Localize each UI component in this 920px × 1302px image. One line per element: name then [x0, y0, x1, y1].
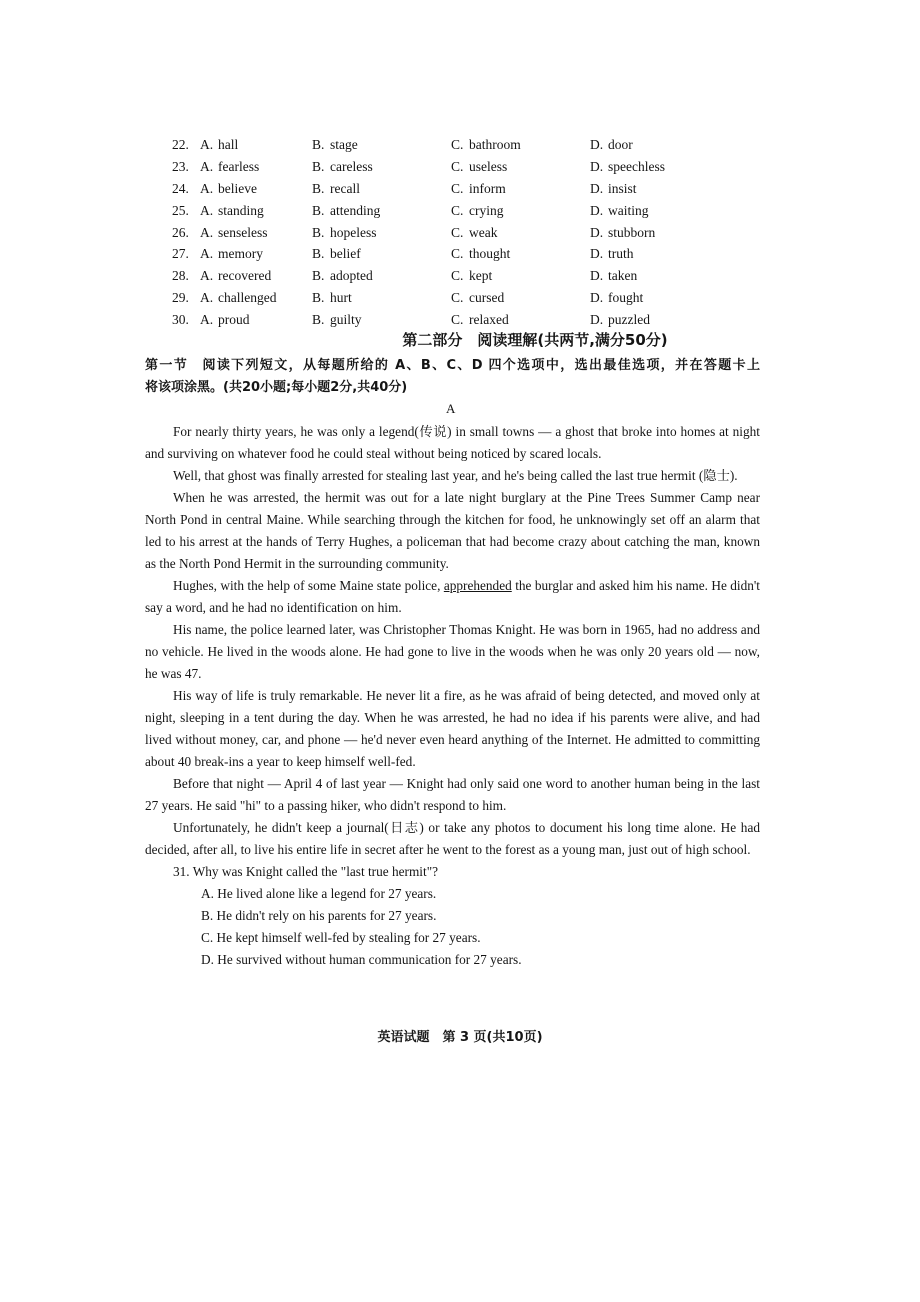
- paragraph-4-end: the burglar and asked him his name. He didn't say a word, and he had no identification on him.: [145, 578, 760, 615]
- option-letter: B.: [312, 136, 325, 152]
- option-d: [590, 178, 732, 200]
- option-word: senseless: [218, 224, 268, 240]
- option-word: recall: [330, 180, 360, 196]
- option-word: insist: [608, 180, 637, 196]
- option-word: speechless: [608, 158, 665, 174]
- underlined-word: apprehended: [443, 578, 512, 593]
- cloze-option-row: [172, 265, 732, 287]
- option-letter: A.: [200, 180, 214, 196]
- option-c: [451, 178, 590, 200]
- paragraph-4: [145, 575, 760, 619]
- section-instructions: [145, 355, 760, 399]
- option-word: hall: [218, 136, 239, 152]
- option-c: [451, 287, 590, 309]
- option-word: careless: [330, 158, 373, 174]
- option-c: [451, 243, 590, 265]
- option-d: [590, 134, 732, 156]
- option-word: weak: [469, 224, 498, 240]
- question-number: 22.: [172, 136, 189, 152]
- option-word: inform: [469, 180, 506, 196]
- option-letter: D.: [590, 268, 604, 284]
- option-letter: C.: [451, 290, 464, 306]
- option-word: bathroom: [469, 136, 521, 152]
- cloze-option-row: [172, 309, 732, 331]
- option-letter: B.: [312, 246, 325, 262]
- option-letter: D.: [590, 136, 604, 152]
- option-letter: B.: [312, 224, 325, 240]
- option-letter: A.: [200, 246, 214, 262]
- option-word: door: [608, 136, 633, 152]
- option-word: hopeless: [330, 224, 377, 240]
- option-letter: D.: [590, 246, 604, 262]
- option-letter: B.: [312, 158, 325, 174]
- reading-passage: [145, 421, 760, 971]
- option-word: attending: [330, 202, 381, 218]
- option-letter: B.: [312, 290, 325, 306]
- option-word: recovered: [218, 268, 272, 284]
- option-word: relaxed: [469, 312, 509, 328]
- option-letter: C.: [451, 180, 464, 196]
- option-word: proud: [218, 312, 250, 328]
- option-word: kept: [469, 268, 493, 284]
- option-b: [312, 134, 451, 156]
- option-word: belief: [330, 246, 361, 262]
- option-a: [172, 309, 312, 331]
- option-letter: C.: [451, 158, 464, 174]
- option-letter: A.: [200, 224, 214, 240]
- option-letter: C.: [451, 312, 464, 328]
- option-word: challenged: [218, 290, 277, 306]
- question-number: 28.: [172, 268, 189, 284]
- option-b: [312, 309, 451, 331]
- option-word: guilty: [330, 312, 362, 328]
- option-d: [590, 243, 732, 265]
- option-b: [312, 178, 451, 200]
- passage-label: A: [446, 401, 456, 416]
- option-letter: C.: [451, 246, 464, 262]
- option-word: useless: [469, 158, 508, 174]
- paragraph-4-start: Hughes, with the help of some Maine state police,: [173, 578, 444, 593]
- option-word: waiting: [608, 202, 649, 218]
- question-option-c: C. He kept himself well-fed by stealing for 27 years.: [201, 930, 481, 945]
- option-letter: B.: [312, 268, 325, 284]
- option-letter: A.: [200, 136, 214, 152]
- option-letter: D.: [590, 202, 604, 218]
- option-letter: B.: [312, 180, 325, 196]
- question-option-d: D. He survived without human communication for 27 years.: [201, 952, 522, 967]
- option-c: [451, 265, 590, 287]
- option-d: [590, 309, 732, 331]
- option-letter: A.: [200, 312, 214, 328]
- option-a: [172, 243, 312, 265]
- part-title-text: 第二部分 阅读理解(共两节,满分50分): [402, 331, 668, 349]
- option-b: [312, 200, 451, 222]
- paragraph-3: When he was arrested, the hermit was out for a late night burglary at the Pine Trees Summer Camp near North Pond in central Maine. While searching through the kitchen for food, he unknowingly set off an alarm that led to his arrest at the hands of Terry Hughes, a policeman that had become crazy about catching the man, known as the North Pond Hermit in the surrounding community.: [145, 490, 760, 571]
- option-word: truth: [608, 246, 634, 262]
- paragraph-8: Unfortunately, he didn't keep a journal(日志) or take any photos to document his long time alone. He had decided, after all, to live his entire life in secret after he went to the forest as a young man, just out of high school.: [145, 820, 760, 857]
- option-letter: A.: [200, 290, 214, 306]
- cloze-option-row: [172, 134, 732, 156]
- option-c: [451, 134, 590, 156]
- option-word: fearless: [218, 158, 260, 174]
- option-letter: C.: [451, 202, 464, 218]
- question-number: 24.: [172, 180, 189, 196]
- option-c: [451, 222, 590, 244]
- paragraph-1: For nearly thirty years, he was only a legend(传说) in small towns — a ghost that broke into homes at night and surviving on whatever food he could steal without being noticed by scared locals.: [145, 424, 760, 461]
- question-number: 25.: [172, 202, 189, 218]
- option-letter: A.: [200, 202, 214, 218]
- cloze-option-row: [172, 287, 732, 309]
- part-title: [0, 329, 920, 350]
- option-letter: D.: [590, 180, 604, 196]
- option-d: [590, 200, 732, 222]
- question-number: 30.: [172, 312, 189, 328]
- question-stem: 31. Why was Knight called the "last true hermit"?: [173, 864, 439, 879]
- option-a: [172, 134, 312, 156]
- option-word: believe: [218, 180, 257, 196]
- option-word: cursed: [469, 290, 505, 306]
- option-word: taken: [608, 268, 638, 284]
- cloze-option-row: [172, 178, 732, 200]
- option-letter: C.: [451, 268, 464, 284]
- option-word: fought: [608, 290, 644, 306]
- option-word: stage: [330, 136, 358, 152]
- cloze-option-row: [172, 156, 732, 178]
- question-number: 26.: [172, 224, 189, 240]
- cloze-option-row: [172, 200, 732, 222]
- option-letter: A.: [200, 158, 214, 174]
- paragraph-6: His way of life is truly remarkable. He never lit a fire, as he was afraid of being detected, and moved only at night, sleeping in a tent during the day. When he was arrested, he had no idea if his parents were alive, and had lived without money, car, and phone — he'd never even heard anything of the Internet. He admitted to committing about 40 break-ins a year to keep himself well-fed.: [145, 688, 760, 769]
- option-b: [312, 265, 451, 287]
- option-c: [451, 200, 590, 222]
- question-31: [145, 861, 760, 971]
- option-letter: D.: [590, 158, 604, 174]
- option-a: [172, 287, 312, 309]
- option-b: [312, 243, 451, 265]
- option-a: [172, 156, 312, 178]
- paragraph-7: Before that night — April 4 of last year — Knight had only said one word to another human being in the last 27 years. He said "hi" to a passing hiker, who didn't respond to him.: [145, 776, 760, 813]
- paragraph-5: His name, the police learned later, was Christopher Thomas Knight. He was born in 1965, had no address and no vehicle. He lived in the woods alone. He had gone to live in the woods when he was only 20 years old — now, he was 47.: [145, 622, 760, 681]
- question-number: 27.: [172, 246, 189, 262]
- option-word: thought: [469, 246, 511, 262]
- option-c: [451, 309, 590, 331]
- cloze-option-row: [172, 243, 732, 265]
- instructions-line-1: 第一节 阅读下列短文，从每题所给的 A、B、C、D 四个选项中，选出最佳选项，并在答题卡上: [145, 358, 760, 373]
- option-d: [590, 222, 732, 244]
- instructions-line-2: 将该项涂黑。(共20小题;每小题2分,共40分): [145, 380, 408, 395]
- question-option-b: B. He didn't rely on his parents for 27 years.: [201, 908, 437, 923]
- option-word: adopted: [330, 268, 373, 284]
- option-a: [172, 200, 312, 222]
- paragraph-2: Well, that ghost was finally arrested for stealing last year, and he's being called the last true hermit (隐士).: [173, 468, 738, 483]
- question-number: 23.: [172, 158, 189, 174]
- option-letter: B.: [312, 202, 325, 218]
- option-word: stubborn: [608, 224, 656, 240]
- question-number: 29.: [172, 290, 189, 306]
- option-letter: C.: [451, 136, 464, 152]
- option-word: memory: [218, 246, 263, 262]
- option-word: standing: [218, 202, 264, 218]
- cloze-option-row: [172, 222, 732, 244]
- option-b: [312, 222, 451, 244]
- option-word: puzzled: [608, 312, 650, 328]
- option-b: [312, 287, 451, 309]
- option-letter: D.: [590, 224, 604, 240]
- option-letter: A.: [200, 268, 214, 284]
- option-word: hurt: [330, 290, 352, 306]
- option-d: [590, 265, 732, 287]
- option-c: [451, 156, 590, 178]
- option-letter: D.: [590, 312, 604, 328]
- option-a: [172, 178, 312, 200]
- option-d: [590, 156, 732, 178]
- option-letter: B.: [312, 312, 325, 328]
- question-option-a: A. He lived alone like a legend for 27 years.: [201, 886, 437, 901]
- option-b: [312, 156, 451, 178]
- option-letter: C.: [451, 224, 464, 240]
- option-a: [172, 265, 312, 287]
- page-footer: 英语试题 第 3 页(共10页): [377, 1030, 543, 1045]
- cloze-options-table: [172, 134, 732, 331]
- option-letter: D.: [590, 290, 604, 306]
- option-a: [172, 222, 312, 244]
- option-d: [590, 287, 732, 309]
- option-word: crying: [469, 202, 504, 218]
